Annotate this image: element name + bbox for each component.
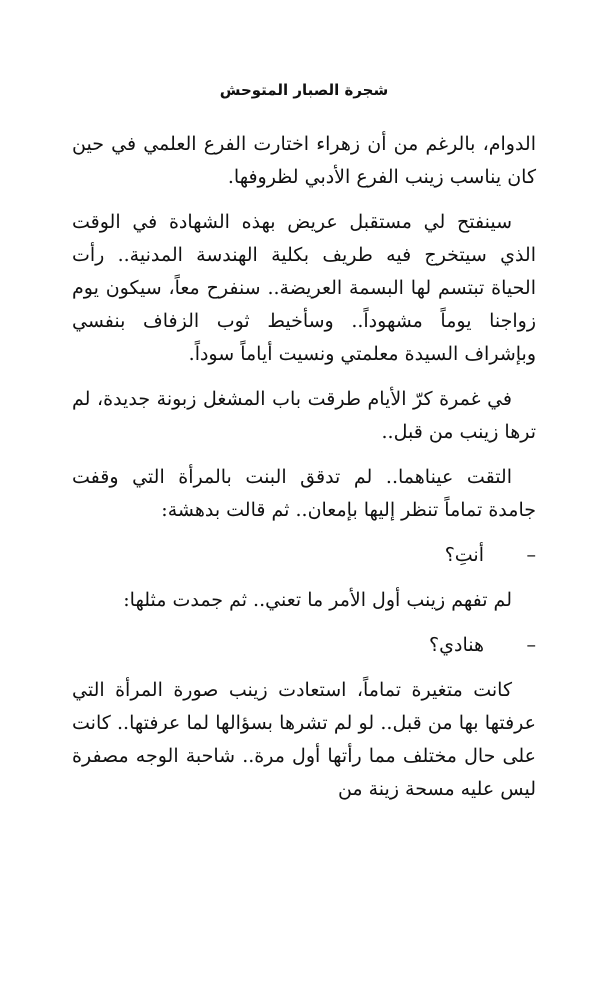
paragraph-8: كانت متغيرة تماماً، استعادت زينب صورة المرأة التي عرفتها بها من قبل.. لو لم تشرها بسؤالها لما عرفتها.. كانت على حال مختلف مما رأتها أول مرة.. شاحبة الوجه مصفرة ليس عليه مسحة زينة من xyxy=(72,679,536,800)
dialogue-text: هنادي؟ xyxy=(429,634,484,656)
dialogue-text: أنتِ؟ xyxy=(444,544,484,566)
paragraph-3: في غمرة كرّ الأيام طرقت باب المشغل زبونة جديدة، لم ترها زينب من قبل.. xyxy=(72,388,536,443)
dialogue-line-2 xyxy=(72,629,536,662)
running-header: شجرة الصبار المتوحش xyxy=(219,81,389,99)
body-text xyxy=(72,128,536,806)
paragraph-6: لم تفهم زينب أول الأمر ما تعني.. ثم جمدت مثلها: xyxy=(123,589,512,611)
paragraph-2: سينفتح لي مستقبل عريض بهذه الشهادة في الوقت الذي سيتخرج فيه طريف بكلية الهندسة المدنية.. رأت الحياة تبتسم لها البسمة العريضة.. سنفرح معاً، سيكون يوم زواجنا يوماً مشهوداً.. وسأخيط ثوب الزفاف بنفسي وبإشراف السيدة معلمتي ونسيت أياماً سوداً. xyxy=(72,211,536,365)
paragraph-1: الدوام، بالرغم من أن زهراء اختارت الفرع العلمي في حين كان يناسب زينب الفرع الأدبي لظروفها. xyxy=(72,133,536,188)
paragraph-4: التقت عيناهما.. لم تدقق البنت بالمرأة التي وقفت جامدة تماماً تنظر إليها بإمعان.. ثم قالت بدهشة: xyxy=(72,466,536,521)
dialogue-dash: – xyxy=(526,634,536,656)
dialogue-dash: – xyxy=(526,544,536,566)
dialogue-line-1 xyxy=(72,539,536,572)
